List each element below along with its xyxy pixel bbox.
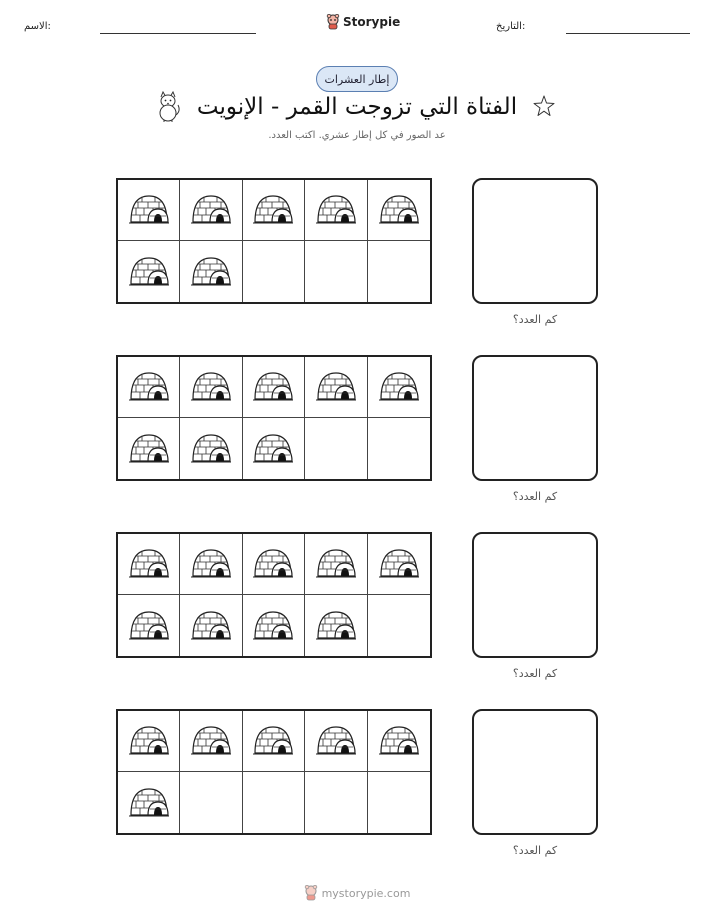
date-label: التاريخ: bbox=[496, 21, 526, 32]
ten-frame-cell bbox=[305, 595, 367, 656]
storypie-mascot-icon bbox=[326, 14, 340, 30]
answer-box-3[interactable] bbox=[472, 532, 598, 658]
ten-frame-4 bbox=[116, 709, 432, 835]
igloo-icon bbox=[378, 721, 420, 761]
igloo-icon bbox=[252, 367, 294, 407]
brand-logo bbox=[326, 14, 400, 30]
ten-frame-cell bbox=[118, 418, 180, 479]
ten-frame-cell bbox=[243, 534, 305, 595]
ten-frame-cell bbox=[243, 357, 305, 418]
igloo-icon bbox=[128, 721, 170, 761]
igloo-icon bbox=[128, 252, 170, 292]
ten-frame-cell bbox=[305, 418, 367, 479]
ten-frame-cell bbox=[118, 241, 180, 302]
ten-frame-cell bbox=[305, 711, 367, 772]
how-many-prompt-2: كم العدد؟ bbox=[512, 490, 558, 503]
name-label: الاسم: bbox=[24, 21, 51, 32]
ten-frame-2 bbox=[116, 355, 432, 481]
igloo-icon bbox=[252, 429, 294, 469]
worksheet-type-badge: إطار العشرات bbox=[316, 66, 398, 92]
igloo-icon bbox=[378, 190, 420, 230]
igloo-icon bbox=[315, 606, 357, 646]
ten-frame-cell bbox=[305, 772, 367, 833]
igloo-icon bbox=[315, 721, 357, 761]
date-line[interactable] bbox=[566, 33, 690, 34]
storypie-mascot-icon bbox=[304, 885, 318, 901]
ten-frame-cell bbox=[118, 534, 180, 595]
igloo-icon bbox=[128, 606, 170, 646]
how-many-prompt-4: كم العدد؟ bbox=[512, 844, 558, 857]
ten-frame-cell bbox=[180, 772, 242, 833]
ten-frame-cell bbox=[180, 595, 242, 656]
ten-frame-cell bbox=[368, 595, 430, 656]
how-many-prompt-1: كم العدد؟ bbox=[512, 313, 558, 326]
answer-box-4[interactable] bbox=[472, 709, 598, 835]
instructions: عد الصور في كل إطار عشري. اكتب العدد. bbox=[268, 130, 446, 141]
ten-frame-cell bbox=[368, 418, 430, 479]
ten-frame-cell bbox=[180, 357, 242, 418]
ten-frame-1 bbox=[116, 178, 432, 304]
name-line[interactable] bbox=[100, 33, 256, 34]
igloo-icon bbox=[190, 190, 232, 230]
igloo-icon bbox=[190, 544, 232, 584]
ten-frame-cell bbox=[243, 711, 305, 772]
star-icon bbox=[532, 94, 556, 118]
igloo-icon bbox=[190, 721, 232, 761]
ten-frame-3 bbox=[116, 532, 432, 658]
ten-frame-cell bbox=[118, 711, 180, 772]
ten-frame-cell bbox=[368, 180, 430, 241]
how-many-prompt-3: كم العدد؟ bbox=[512, 667, 558, 680]
ten-frame-cell bbox=[368, 534, 430, 595]
ten-frame-cell bbox=[180, 534, 242, 595]
ten-frame-cell bbox=[305, 534, 367, 595]
igloo-icon bbox=[190, 606, 232, 646]
igloo-icon bbox=[128, 190, 170, 230]
igloo-icon bbox=[190, 367, 232, 407]
igloo-icon bbox=[190, 429, 232, 469]
ten-frame-cell bbox=[368, 241, 430, 302]
igloo-icon bbox=[378, 367, 420, 407]
ten-frame-cell bbox=[243, 595, 305, 656]
ten-frame-cell bbox=[368, 772, 430, 833]
igloo-icon bbox=[128, 429, 170, 469]
igloo-icon bbox=[315, 367, 357, 407]
ten-frame-cell bbox=[118, 180, 180, 241]
ten-frame-cell bbox=[243, 180, 305, 241]
ten-frame-cell bbox=[118, 772, 180, 833]
footer bbox=[300, 885, 414, 901]
page-title: الفتاة التي تزوجت القمر - الإنويت bbox=[196, 94, 518, 120]
ten-frame-cell bbox=[118, 357, 180, 418]
ten-frame-cell bbox=[180, 180, 242, 241]
arctic-fox-icon bbox=[154, 91, 182, 123]
footer-site: mystorypie.com bbox=[321, 886, 411, 900]
igloo-icon bbox=[128, 544, 170, 584]
ten-frame-cell bbox=[243, 418, 305, 479]
ten-frame-cell bbox=[368, 357, 430, 418]
igloo-icon bbox=[315, 544, 357, 584]
answer-box-2[interactable] bbox=[472, 355, 598, 481]
igloo-icon bbox=[252, 544, 294, 584]
ten-frame-cell bbox=[180, 418, 242, 479]
igloo-icon bbox=[378, 544, 420, 584]
igloo-icon bbox=[315, 190, 357, 230]
igloo-icon bbox=[128, 783, 170, 823]
ten-frame-cell bbox=[118, 595, 180, 656]
igloo-icon bbox=[252, 190, 294, 230]
igloo-icon bbox=[190, 252, 232, 292]
ten-frame-cell bbox=[305, 357, 367, 418]
brand-name: Storypie bbox=[343, 15, 401, 29]
ten-frame-cell bbox=[243, 241, 305, 302]
igloo-icon bbox=[252, 721, 294, 761]
ten-frame-cell bbox=[180, 241, 242, 302]
answer-box-1[interactable] bbox=[472, 178, 598, 304]
ten-frame-cell bbox=[305, 180, 367, 241]
igloo-icon bbox=[128, 367, 170, 407]
ten-frame-cell bbox=[243, 772, 305, 833]
ten-frame-cell bbox=[305, 241, 367, 302]
ten-frame-cell bbox=[368, 711, 430, 772]
ten-frame-cell bbox=[180, 711, 242, 772]
igloo-icon bbox=[252, 606, 294, 646]
